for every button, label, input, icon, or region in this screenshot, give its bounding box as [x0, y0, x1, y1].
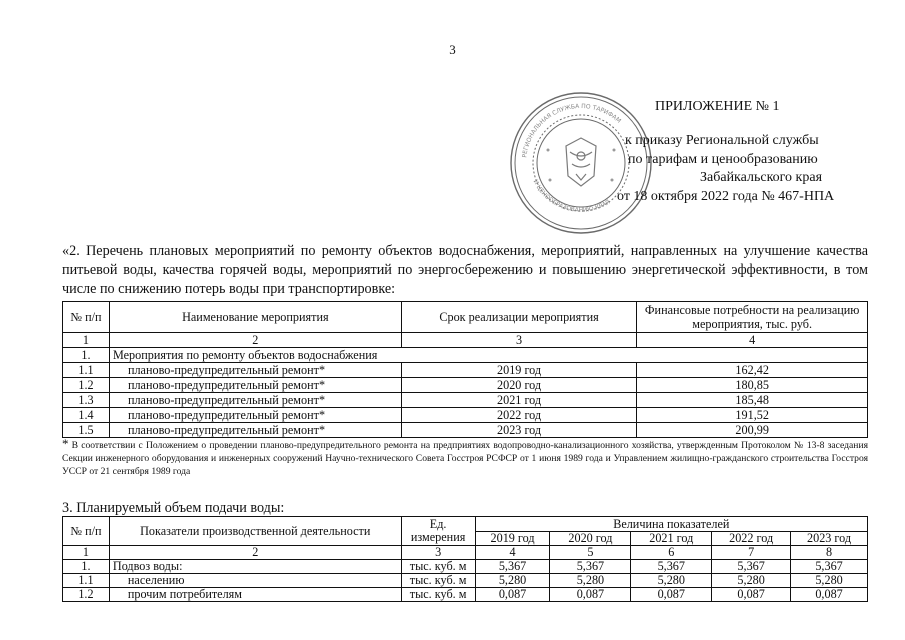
section-3-title: 3. Планируемый объем подачи воды:	[62, 500, 285, 516]
table-row	[63, 363, 868, 378]
row-value: 5,280	[631, 574, 712, 588]
row-name: Подвоз воды:	[109, 560, 401, 574]
table-row	[63, 574, 868, 588]
row-cost: 200,99	[637, 423, 868, 438]
table-row	[63, 378, 868, 393]
row-value: 5,367	[791, 560, 868, 574]
table2-colnum: 8	[791, 546, 868, 560]
water-supply-volume-table	[62, 516, 868, 602]
row-num: 1.4	[63, 408, 110, 423]
table2-colnum: 7	[712, 546, 791, 560]
row-unit: тыс. куб. м	[401, 588, 475, 602]
table1-group-num: 1.	[63, 348, 110, 363]
table-row	[63, 393, 868, 408]
row-term: 2020 год	[401, 378, 637, 393]
table2-header-values: Величина показателей	[475, 517, 867, 532]
row-cost: 180,85	[637, 378, 868, 393]
table1-group-row	[63, 348, 868, 363]
row-name: планово-предупредительный ремонт*	[109, 423, 401, 438]
table1-group-label: Мероприятия по ремонту объектов водоснабжения	[109, 348, 867, 363]
table2-year: 2020 год	[550, 532, 631, 546]
table2-header-row	[63, 517, 868, 532]
row-name: планово-предупредительный ремонт*	[109, 378, 401, 393]
row-value: 0,087	[475, 588, 550, 602]
row-num: 1.5	[63, 423, 110, 438]
row-num: 1.	[63, 560, 110, 574]
row-num: 1.1	[63, 574, 110, 588]
table1-colnum: 3	[401, 333, 637, 348]
footnote-star: *	[62, 436, 69, 451]
row-value: 0,087	[631, 588, 712, 602]
table2-year: 2019 год	[475, 532, 550, 546]
appendix-title: ПРИЛОЖЕНИЕ № 1	[655, 99, 780, 114]
table2-header-unit: Ед. измерения	[401, 517, 475, 546]
table-row	[63, 423, 868, 438]
table-row	[63, 560, 868, 574]
row-cost: 185,48	[637, 393, 868, 408]
table1-header-row	[63, 302, 868, 333]
row-num: 1.2	[63, 378, 110, 393]
table2-column-numbers-row	[63, 546, 868, 560]
table1-colnum: 1	[63, 333, 110, 348]
row-value: 0,087	[712, 588, 791, 602]
row-value: 5,280	[712, 574, 791, 588]
row-value: 5,367	[712, 560, 791, 574]
appendix-line-1: к приказу Региональной службы	[625, 133, 819, 148]
table2-colnum: 4	[475, 546, 550, 560]
row-value: 0,087	[791, 588, 868, 602]
row-name: прочим потребителям	[109, 588, 401, 602]
row-value: 5,367	[631, 560, 712, 574]
table2-colnum: 1	[63, 546, 110, 560]
table-row	[63, 588, 868, 602]
row-value: 5,367	[475, 560, 550, 574]
appendix-line-2: по тарифам и ценообразованию	[628, 152, 818, 167]
table2-header-num: № п/п	[63, 517, 110, 546]
footnote	[62, 437, 868, 478]
row-num: 1.2	[63, 588, 110, 602]
row-cost: 191,52	[637, 408, 868, 423]
row-num: 1.1	[63, 363, 110, 378]
table2-year: 2021 год	[631, 532, 712, 546]
repair-measures-table	[62, 301, 868, 438]
table2-year: 2023 год	[791, 532, 868, 546]
table2-colnum: 5	[550, 546, 631, 560]
row-value: 5,280	[475, 574, 550, 588]
table1-header-name: Наименование мероприятия	[109, 302, 401, 333]
page-number: 3	[449, 42, 456, 57]
row-name: планово-предупредительный ремонт*	[109, 363, 401, 378]
row-term: 2022 год	[401, 408, 637, 423]
row-value: 5,280	[791, 574, 868, 588]
appendix-line-4: от 18 октября 2022 года № 467-НПА	[617, 189, 835, 204]
svg-text:И ЦЕНООБРАЗОВАНИЮ КРАЯ: И ЦЕНООБРАЗОВАНИЮ КРАЯ	[531, 178, 612, 214]
table1-header-num: № п/п	[63, 302, 110, 333]
row-term: 2019 год	[401, 363, 637, 378]
table1-header-cost: Финансовые потребности на реализацию мероприятия, тыс. руб.	[637, 302, 868, 333]
table1-colnum: 4	[637, 333, 868, 348]
table1-colnum: 2	[109, 333, 401, 348]
table2-colnum: 3	[401, 546, 475, 560]
table2-colnum: 6	[631, 546, 712, 560]
table-row	[63, 408, 868, 423]
table1-header-term: Срок реализации мероприятия	[401, 302, 637, 333]
table1-column-numbers-row	[63, 333, 868, 348]
row-cost: 162,42	[637, 363, 868, 378]
row-value: 0,087	[550, 588, 631, 602]
row-name: населению	[109, 574, 401, 588]
row-num: 1.3	[63, 393, 110, 408]
row-name: планово-предупредительный ремонт*	[109, 408, 401, 423]
row-unit: тыс. куб. м	[401, 574, 475, 588]
row-value: 5,367	[550, 560, 631, 574]
appendix-line-3: Забайкальского края	[700, 170, 823, 185]
section-2-title: «2. Перечень плановых мероприятий по ремонту объектов водоснабжения, мероприятий, направленных на улучшение качества питьевой воды, качества горячей воды, мероприятий по энергосбережению и повышению энергетической эффективности, в том числе по снижению потерь воды при транспортировке:	[62, 243, 868, 297]
row-term: 2023 год	[401, 423, 637, 438]
table2-colnum: 2	[109, 546, 401, 560]
row-unit: тыс. куб. м	[401, 560, 475, 574]
footnote-text: В соответствии с Положением о проведении планово-предупредительного ремонта на предприятиях водопроводно-канализационного хозяйства, утвержденным Протоколом № 13-8 заседания Секции инженерного оборудования и инженерных сооружений Научно-технического Совета Госстроя РСФСР от 1 июня 1989 года и Управлением жилищно-гражданского строительства Госстроя УССР от 21 сентября 1989 года	[62, 440, 868, 477]
row-term: 2021 год	[401, 393, 637, 408]
table2-year: 2022 год	[712, 532, 791, 546]
row-value: 5,280	[550, 574, 631, 588]
svg-text:РЕГИОНАЛЬНАЯ СЛУЖБА ПО ТАРИФАМ: РЕГИОНАЛЬНАЯ СЛУЖБА ПО ТАРИФАМ	[521, 102, 623, 159]
row-name: планово-предупредительный ремонт*	[109, 393, 401, 408]
table2-header-indicator: Показатели производственной деятельности	[109, 517, 401, 546]
